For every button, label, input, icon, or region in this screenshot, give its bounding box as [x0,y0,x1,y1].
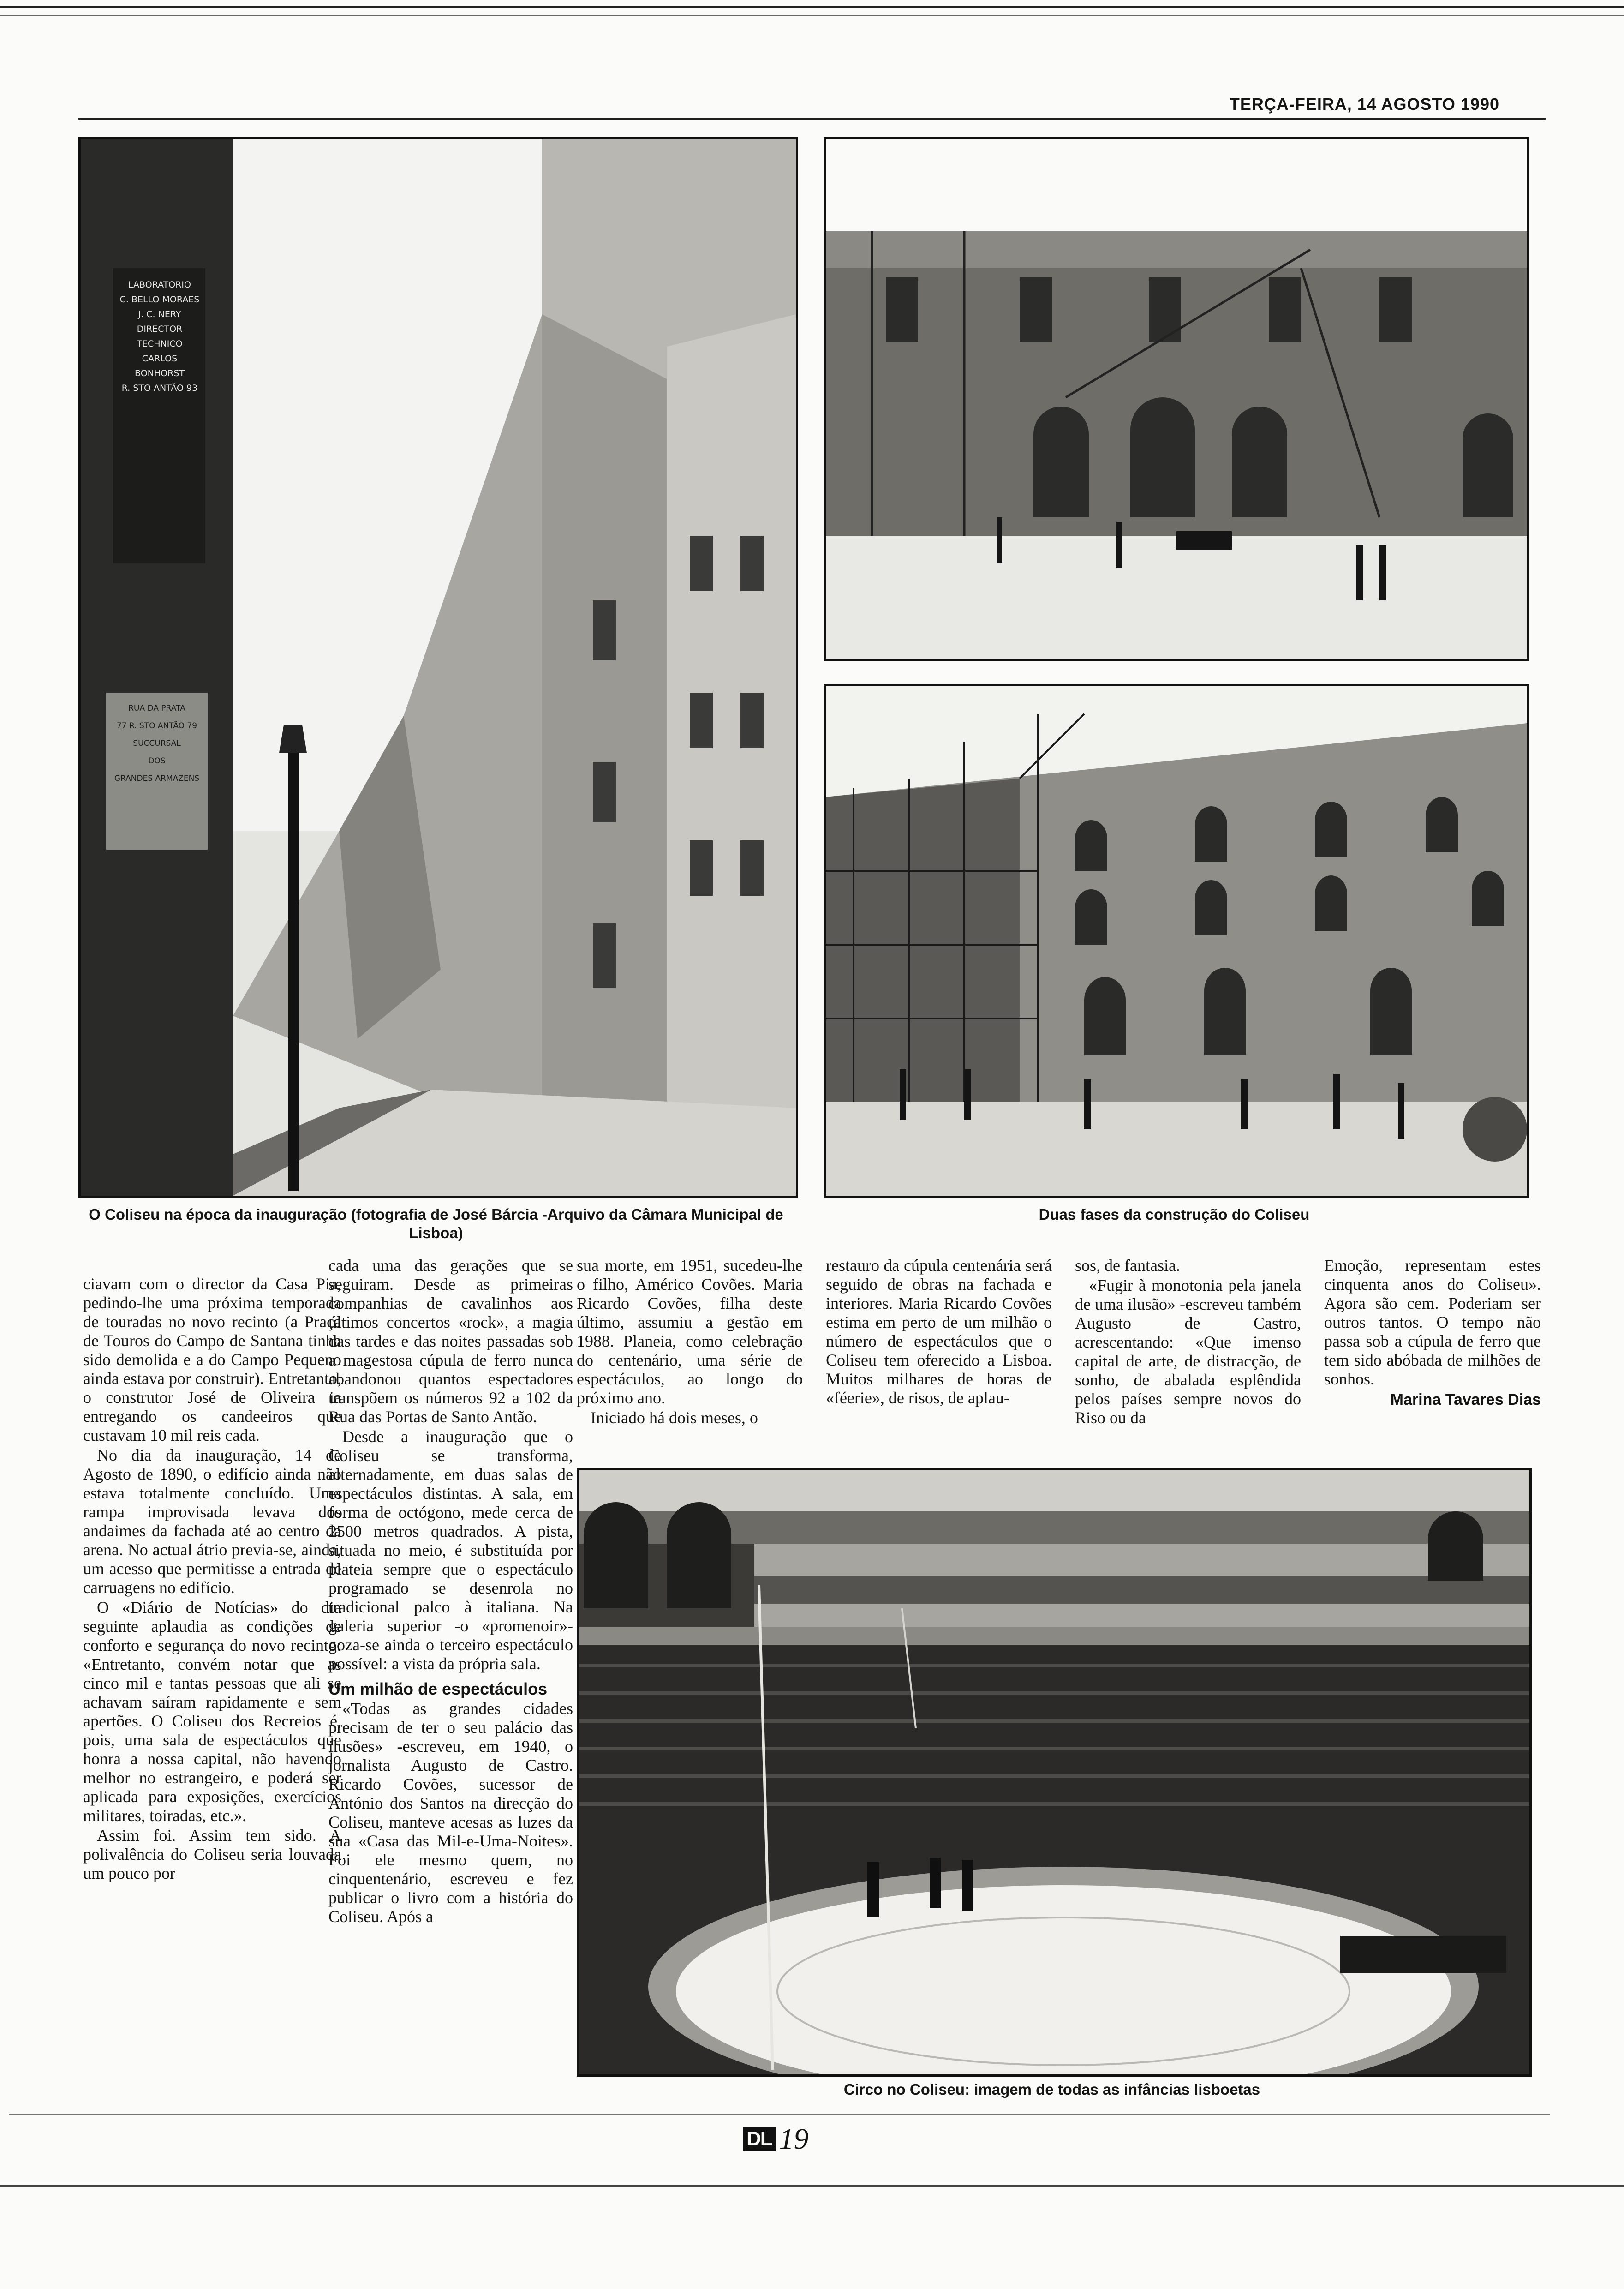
paragraph: «Fugir à monotonia pela janela de uma ilusão» -escreveu também Augusto de Castro, acrescentando: «Que imenso capital de arte, de distracção, de sonho, de abalada esplêndida pelos países sempre novos do Riso ou da [1075,1276,1301,1427]
paragraph: Emoção, representam estes cinquenta anos do Coliseu». Agora são cem. Poderiam ser outros tantos. O tempo não passa sob a cúpula de ferro que tem sido abóbada de milhões de sonhos. [1324,1256,1541,1388]
sign-2-line: RUA DA PRATA [128,704,185,713]
paragraph: «Todas as grandes cidades precisam de ter o seu palácio das ilusões» -escreveu, em 1940, o jornalista Augusto de Castro. Ricardo Covões, sucessor de António dos Santos na direcção do Coliseu, manteve acesas as luzes da sua «Casa das Mil-e-Uma-Noites». Foi ele mesmo quem, no cinquentenário, escreveu e fez publicar o livro com a história do Coliseu. Após a [328,1699,573,1926]
byline: Marina Tavares Dias [1390,1391,1541,1408]
article-column-3 [577,1256,803,1428]
caption-street-photo: O Coliseu na época da inauguração (fotografia de José Bárcia -Arquivo da Câmara Municipal de Lisboa) [89,1206,783,1241]
article-column-5 [1075,1256,1301,1428]
sign-1-line: R. STO ANTÃO 93 [121,383,198,393]
paragraph: Desde a inauguração que o Coliseu se transforma, alternadamente, em duas salas de espectáculos distintas. A sala, em forma de octógono, mede cerca de 2500 metros quadrados. A pista, situada no meio, é substituída por plateia sempre que o espectáculo programado se desenrola no tradicional palco à italiana. Na galeria superior -o «promenoir»- goza-se ainda o terceiro espectáculo possível: a vista da própria sala. [328,1427,573,1673]
sign-armazens [109,700,204,787]
paragraph: cada uma das gerações que se seguiram. Desde as primeiras companhias de cavalinhos aos últimos concertos «rock», a magia das tardes e das noites passadas sob a magestosa cúpula de ferro nunca abandonou quantos espectadores transpõem os números 92 a 102 da Rua das Portas de Santo Antão. [328,1256,573,1426]
top-rule [0,6,1624,8]
sign-1-line: DIRECTOR TECHNICO [137,324,183,349]
subheading: Um milhão de espectáculos [328,1679,548,1698]
sign-1-line: LABORATORIO [128,280,191,290]
article-column-4 [826,1256,1052,1408]
paragraph: sos, de fantasia. [1075,1256,1180,1275]
sign-1-line: J. C. NERY [138,309,181,319]
sign-laboratorio [117,277,203,395]
dateline: TERÇA-FEIRA, 14 AGOSTO 1990 [1229,95,1499,114]
sign-2-line: DOS [148,756,166,766]
construction-photo-1 [824,137,1529,661]
circus-photo [577,1468,1532,2077]
sign-2-line: SUCCURSAL [133,739,181,748]
paragraph: No dia da inauguração, 14 de Agosto de 1890, o edifício ainda não estava totalmente concluído. Uma rampa improvisada levava dos andaimes da fachada até ao centro da arena. No actual átrio previa-se, ainda, um acesso que permitisse a entrada de carruagens no edifício. [83,1446,341,1597]
sign-2-line: GRANDES ARMAZENS [114,774,200,783]
bottom-rule [9,2114,1550,2115]
page-number: 19 [779,2122,809,2155]
construction-photo-2 [824,684,1529,1198]
paragraph: sua morte, em 1951, sucedeu-lhe o filho, Américo Covões. Maria Ricardo Covões, filha deste último, assumiu a gestão em 1988. Planeia, como celebração do centenário, uma série de espectáculos, ao longo do próximo ano. [577,1256,803,1407]
caption-construction-photos: Duas fases da construção do Coliseu [1039,1206,1310,1223]
paragraph: ciavam com o director da Casa Pia, pedindo-lhe uma próxima temporada de touradas no novo recinto (a Praça de Touros do Campo de Santana tinha sido demolida e a do Campo Pequeno ainda estava por construir). Entretanto, o construtor José de Oliveira ia entregando os candeeiros que custavam 10 mil reis cada. [83,1275,341,1444]
page-folio [743,2123,809,2155]
newspaper-logo: DL [743,2127,776,2151]
sign-1-line: C. BELLO MORAES [119,294,200,305]
paragraph: restauro da cúpula centenária será seguido de obras na fachada e interiores. Maria Ricardo Covões estima em perto de um milhão o número de espectáculos que o Coliseu tem oferecido a Lisboa. Muitos milhares de horas de «féerie», de risos, de aplau- [826,1256,1052,1407]
paragraph: Assim foi. Assim tem sido. A polivalência do Coliseu seria louvada um pouco por [83,1826,341,1882]
paragraph: Iniciado há dois meses, o [591,1408,758,1427]
street-photo [78,137,798,1198]
sign-1-line: CARLOS BONHORST [135,354,185,378]
top-rule-thin [0,15,1624,16]
header-rule [78,118,1546,120]
sign-2-line: 77 R. STO ANTÃO 79 [116,721,197,731]
article-column-6 [1324,1256,1541,1409]
article-column-2 [328,1256,573,1927]
caption-circus-photo: Circo no Coliseu: imagem de todas as infâncias lisboetas [843,2081,1260,2098]
paragraph: O «Diário de Notícias» do dia seguinte aplaudia as condições de conforto e segurança do novo recinto: «Entretanto, convém notar que as cinco mil e tantas pessoas que ali se achavam saíram rapidamente e sem apertões. O Coliseu dos Recreios é, pois, uma sala de espectáculos que honra a nossa capital, não havendo melhor no estrangeiro, e poderá ser aplicada para exposições, exercícios militares, toiradas, etc.». [83,1598,341,1825]
footer-rule [0,2185,1624,2187]
article-column-1 [83,1275,341,1884]
